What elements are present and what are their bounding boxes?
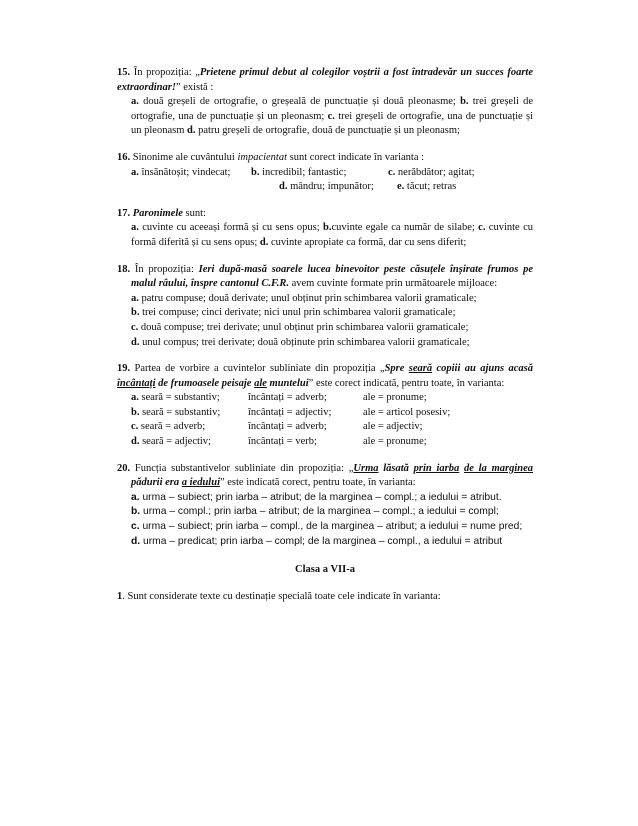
option-text: urma – subiect; prin iarba – atribut; de la marginea – compl.; a iedului = atribut. — [139, 491, 502, 503]
question-text: sunt corect indicate în varianta : — [287, 151, 425, 163]
option-text: tăcut; retras — [404, 181, 457, 193]
option-letter: b. — [460, 96, 469, 108]
option-row — [131, 435, 533, 450]
option-letter: a. — [131, 222, 139, 234]
option-row — [131, 406, 533, 421]
option-text: încântați = verb; — [248, 436, 317, 448]
quoted-sentence: Ieri după-masă soarele lucea binevoitor peste căsuțele înșirate frumos pe malul râului, înspre cantonul C.F.R. — [131, 263, 533, 290]
question-number: 1 — [117, 590, 123, 602]
question-1 — [117, 590, 533, 605]
option-text: trei greșeli de ortografie, una de punctuație și un pleonasm — [131, 110, 533, 137]
question-number: 17. — [117, 207, 131, 219]
option-letter: e. — [397, 181, 405, 193]
option-letter: a. — [131, 96, 139, 108]
option-letter: b. — [131, 307, 140, 319]
underlined-word: de la marginea — [464, 462, 534, 474]
option-row — [131, 391, 533, 406]
option-letter: a. — [131, 491, 140, 503]
underlined-word: ale — [254, 377, 267, 389]
quoted-sentence: muntelui — [266, 377, 309, 389]
options — [117, 292, 533, 350]
underlined-word: încântați — [117, 377, 156, 389]
option-letter: c. — [131, 321, 139, 333]
option-text: cuvinte egale ca număr de silabe; — [331, 222, 475, 234]
question-number: 20. — [117, 462, 131, 474]
question-number: 18. — [117, 263, 131, 275]
option-letter: a. — [131, 392, 139, 404]
option-text: însănătoșit; vindecat; — [138, 166, 231, 178]
question-text: ” este indicată corect, pentru toate, în varianta: — [219, 477, 416, 489]
option-letter: d. — [131, 336, 140, 348]
option-letter: c. — [131, 421, 139, 433]
underlined-word: seară — [408, 363, 433, 375]
option-letter: c. — [131, 521, 140, 533]
option-letter: b. — [131, 406, 140, 418]
option-text: nerăbdător; agitat; — [395, 166, 475, 178]
option-letter: c. — [327, 110, 335, 122]
option-text: încântați = adjectiv; — [248, 406, 332, 418]
option-text: seară = adverb; — [138, 421, 206, 433]
options — [117, 391, 533, 449]
quoted-sentence: de frumoasele peisaje — [155, 377, 255, 389]
option-text: trei greșeli de ortografie, una de punctuație și un pleonasm; — [131, 96, 534, 122]
option-letter: d. — [131, 535, 141, 547]
question-15 — [117, 66, 533, 139]
underlined-word: prin iarba — [413, 462, 460, 474]
question-text: În propoziția: — [130, 263, 199, 275]
option-letter: d. — [131, 436, 140, 448]
option-text: seară = substantiv; — [139, 406, 221, 418]
option-text: trei compuse; cinci derivate; nici unul prin schimbarea valorii gramaticale; — [139, 307, 456, 319]
option-row — [131, 420, 533, 435]
option-text: încântați = adverb; — [248, 392, 327, 404]
option-letter: a. — [131, 292, 139, 304]
option-letter: c. — [478, 222, 486, 234]
question-18 — [117, 263, 533, 351]
options — [117, 221, 533, 250]
question-16 — [117, 151, 533, 195]
document-page — [117, 66, 533, 616]
question-text: . Sunt considerate texte cu destinație specială toate cele indicate în varianta: — [122, 590, 441, 602]
options — [117, 491, 533, 549]
option-row — [131, 166, 533, 181]
option-text: unul compus; trei derivate; două obținute prin schimbarea valorii gramaticale; — [139, 336, 470, 348]
question-text: ” este corect indicată, pentru toate, în varianta: — [308, 377, 505, 389]
underlined-word: Urma — [353, 462, 379, 474]
option-text: două greșeli de ortografie, o greșeală de punctuație și două pleonasme; — [138, 96, 456, 108]
question-text: avem cuvinte formate prin următoarele mijloace: — [288, 278, 498, 290]
question-text: ” există : — [175, 81, 214, 93]
option-text: cuvinte cu aceeași formă și cu sens opus; — [138, 222, 320, 234]
option-row — [131, 180, 533, 195]
options — [117, 166, 533, 195]
question-19 — [117, 362, 533, 450]
option-letter: b. — [323, 222, 332, 234]
option-text: ale = adjectiv; — [363, 421, 423, 433]
question-text: Funcția substantivelor subliniate din propoziția: „ — [130, 462, 354, 474]
question-text: sunt: — [182, 207, 206, 219]
option-letter: b. — [131, 506, 141, 518]
quoted-sentence: Spre — [384, 363, 409, 375]
option-text: ale = pronume; — [363, 392, 427, 404]
question-text: Partea de vorbire a cuvintelor subliniate din propoziția „ — [130, 363, 385, 375]
option-text: două compuse; trei derivate; unul obținut prin schimbarea valorii gramaticale; — [138, 321, 469, 333]
option-text: patru greșeli de ortografie, două de punctuație și un pleonasm; — [195, 125, 460, 137]
option-text: seară = substantiv; — [138, 392, 220, 404]
option-text: urma – subiect; prin iarba – compl., de la marginea – atribut; a iedului = nume pred; — [139, 521, 523, 533]
key-word: impacientat — [237, 151, 288, 163]
option-text: incredibil; fantastic; — [259, 166, 347, 178]
option-text: urma – predicat; prin iarba – compl; de la marginea – compl., a iedului = atribut — [140, 535, 503, 547]
key-term: Paronimele — [132, 207, 183, 219]
quoted-sentence: copiii au ajuns acasă — [432, 363, 533, 375]
option-letter: d. — [187, 125, 196, 137]
option-text: încântați = adverb; — [248, 421, 327, 433]
quoted-sentence: Prietene primul debut al colegilor voștrii a fost întradevăr un succes foarte extraordinar! — [117, 67, 533, 93]
option-text: ale = pronume; — [363, 436, 427, 448]
question-number: 15. — [117, 67, 131, 78]
section-heading: Clasa a VII-a — [295, 564, 355, 576]
option-text: cuvinte apropiate ca formă, dar cu sens diferit; — [268, 236, 467, 248]
question-text: Sinonime ale cuvântului — [130, 151, 238, 163]
option-letter: c. — [388, 166, 396, 178]
question-number: 19. — [117, 363, 131, 375]
quoted-sentence: lăsată — [378, 462, 414, 474]
underlined-word: a iedului — [181, 477, 220, 489]
option-text: patru compuse; două derivate; unul obținut prin schimbarea valorii gramaticale; — [138, 292, 477, 304]
question-text: În propoziția: „ — [130, 67, 200, 78]
question-20 — [117, 462, 533, 550]
options — [117, 95, 533, 139]
option-letter: b. — [251, 166, 260, 178]
option-text: ale = articol posesiv; — [363, 406, 451, 418]
question-17 — [117, 207, 533, 251]
option-text: seară = adjectiv; — [139, 436, 211, 448]
option-letter: a. — [131, 166, 139, 178]
option-letter: d. — [279, 181, 288, 193]
question-number: 16. — [117, 151, 131, 163]
option-text: urma – compl.; prin iarba – atribut; de la marginea – compl.; a iedului = compl; — [140, 506, 499, 518]
quoted-sentence: pădurii era — [131, 477, 182, 489]
option-text: mândru; impunător; — [287, 181, 374, 193]
option-letter: d. — [259, 236, 269, 248]
option-text: cuvinte cu formă diferită și cu sens opus; — [131, 222, 533, 248]
